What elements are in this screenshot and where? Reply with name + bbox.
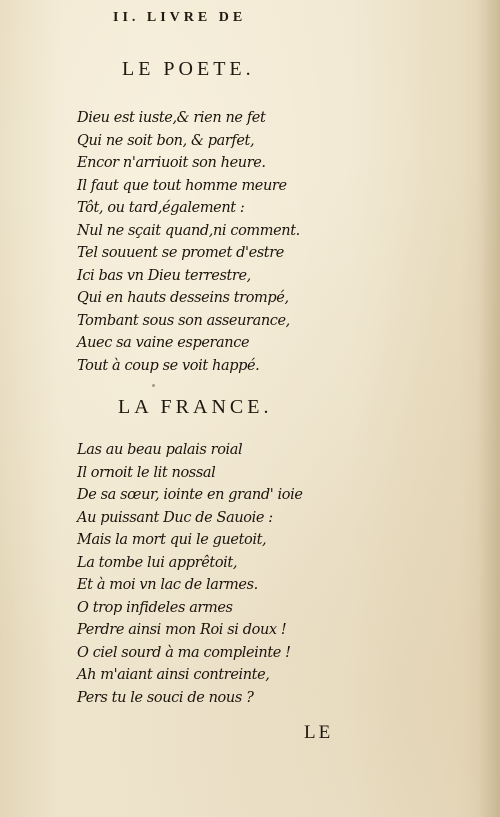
verse-line: Il ornoit le lit nossal bbox=[77, 464, 216, 481]
verse-line: O ciel sourd à ma compleinte ! bbox=[77, 644, 291, 661]
verse-line: O trop infideles armes bbox=[77, 599, 233, 616]
gutter-shadow bbox=[478, 0, 500, 817]
verse-line: Auec sa vaine esperance bbox=[77, 335, 250, 351]
running-head: II. LIVRE DE bbox=[113, 10, 247, 25]
verse-line: Tôt, ou tard,également : bbox=[77, 200, 245, 216]
verse-line: Las au beau palais roial bbox=[77, 442, 243, 458]
poem-stanza-poete bbox=[77, 107, 300, 377]
verse-line: Et à moi vn lac de larmes. bbox=[77, 577, 258, 593]
ink-speck bbox=[152, 384, 155, 387]
verse-line: Tout à coup se voit happé. bbox=[77, 357, 260, 374]
verse-line: Mais la mort qui le guetoit, bbox=[77, 532, 267, 548]
verse-line: Qui ne soit bon, & parfet, bbox=[77, 132, 255, 149]
verse-line: Qui en hauts desseins trompé, bbox=[77, 290, 289, 306]
verse-line: Il faut que tout homme meure bbox=[77, 177, 287, 194]
verse-line: Au puissant Duc de Sauoie : bbox=[77, 509, 273, 526]
verse-line: Dieu est iuste,& rien ne fet bbox=[77, 110, 266, 126]
section-title-poete: LE POETE. bbox=[122, 58, 255, 80]
verse-line: Nul ne sçait quand,ni comment. bbox=[77, 222, 300, 239]
poem-stanza-france bbox=[77, 439, 303, 709]
verse-line: La tombe lui apprêtoit, bbox=[77, 554, 238, 571]
verse-line: Tel souuent se promet d'estre bbox=[77, 245, 284, 261]
verse-line: Ah m'aiant ainsi contreinte, bbox=[77, 667, 270, 683]
verse-line: Pers tu le souci de nous ? bbox=[77, 689, 254, 706]
verse-line: Tombant sous son asseurance, bbox=[77, 312, 290, 329]
section-title-france: LA FRANCE. bbox=[118, 396, 273, 418]
verse-line: Ici bas vn Dieu terrestre, bbox=[77, 267, 251, 284]
verse-line: Perdre ainsi mon Roi si doux ! bbox=[77, 622, 287, 638]
verse-line: Encor n'arriuoit son heure. bbox=[77, 155, 266, 171]
verse-line: De sa sœur, iointe en grand' ioie bbox=[77, 487, 303, 503]
catchword: LE bbox=[304, 722, 334, 743]
